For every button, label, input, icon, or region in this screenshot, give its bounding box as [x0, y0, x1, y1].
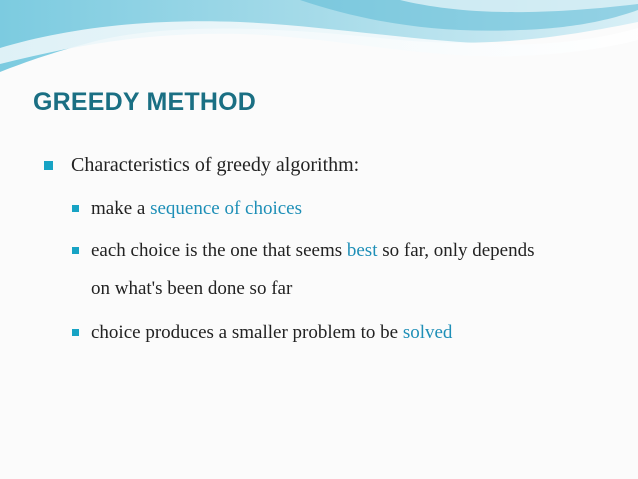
square-bullet-icon [72, 329, 79, 336]
text-segment: choice produces a smaller problem to be [91, 322, 403, 343]
sub-bullet-text [91, 314, 541, 352]
highlighted-phrase: solved [402, 322, 453, 343]
main-bullet-text: Characteristics of greedy algorithm: [71, 154, 360, 176]
main-bullet [44, 152, 359, 178]
text-segment: each choice is the one that seems [91, 240, 347, 261]
square-bullet-icon [44, 161, 53, 170]
highlighted-phrase: sequence of choices [150, 198, 303, 219]
square-bullet-icon [72, 247, 79, 254]
square-bullet-icon [72, 205, 79, 212]
sub-bullet-1 [72, 196, 541, 228]
text-segment: make a [91, 198, 151, 219]
sub-bullet-3 [72, 320, 541, 352]
sub-bullet-text [91, 190, 541, 228]
sub-bullet-text [91, 232, 541, 308]
text-segment: so far, only depends on what's been done so far [91, 240, 535, 299]
slide-title: GREEDY METHOD [33, 88, 256, 116]
sub-bullet-2 [72, 238, 541, 308]
highlighted-phrase: best [346, 240, 378, 261]
header-wave-decoration [0, 0, 638, 80]
